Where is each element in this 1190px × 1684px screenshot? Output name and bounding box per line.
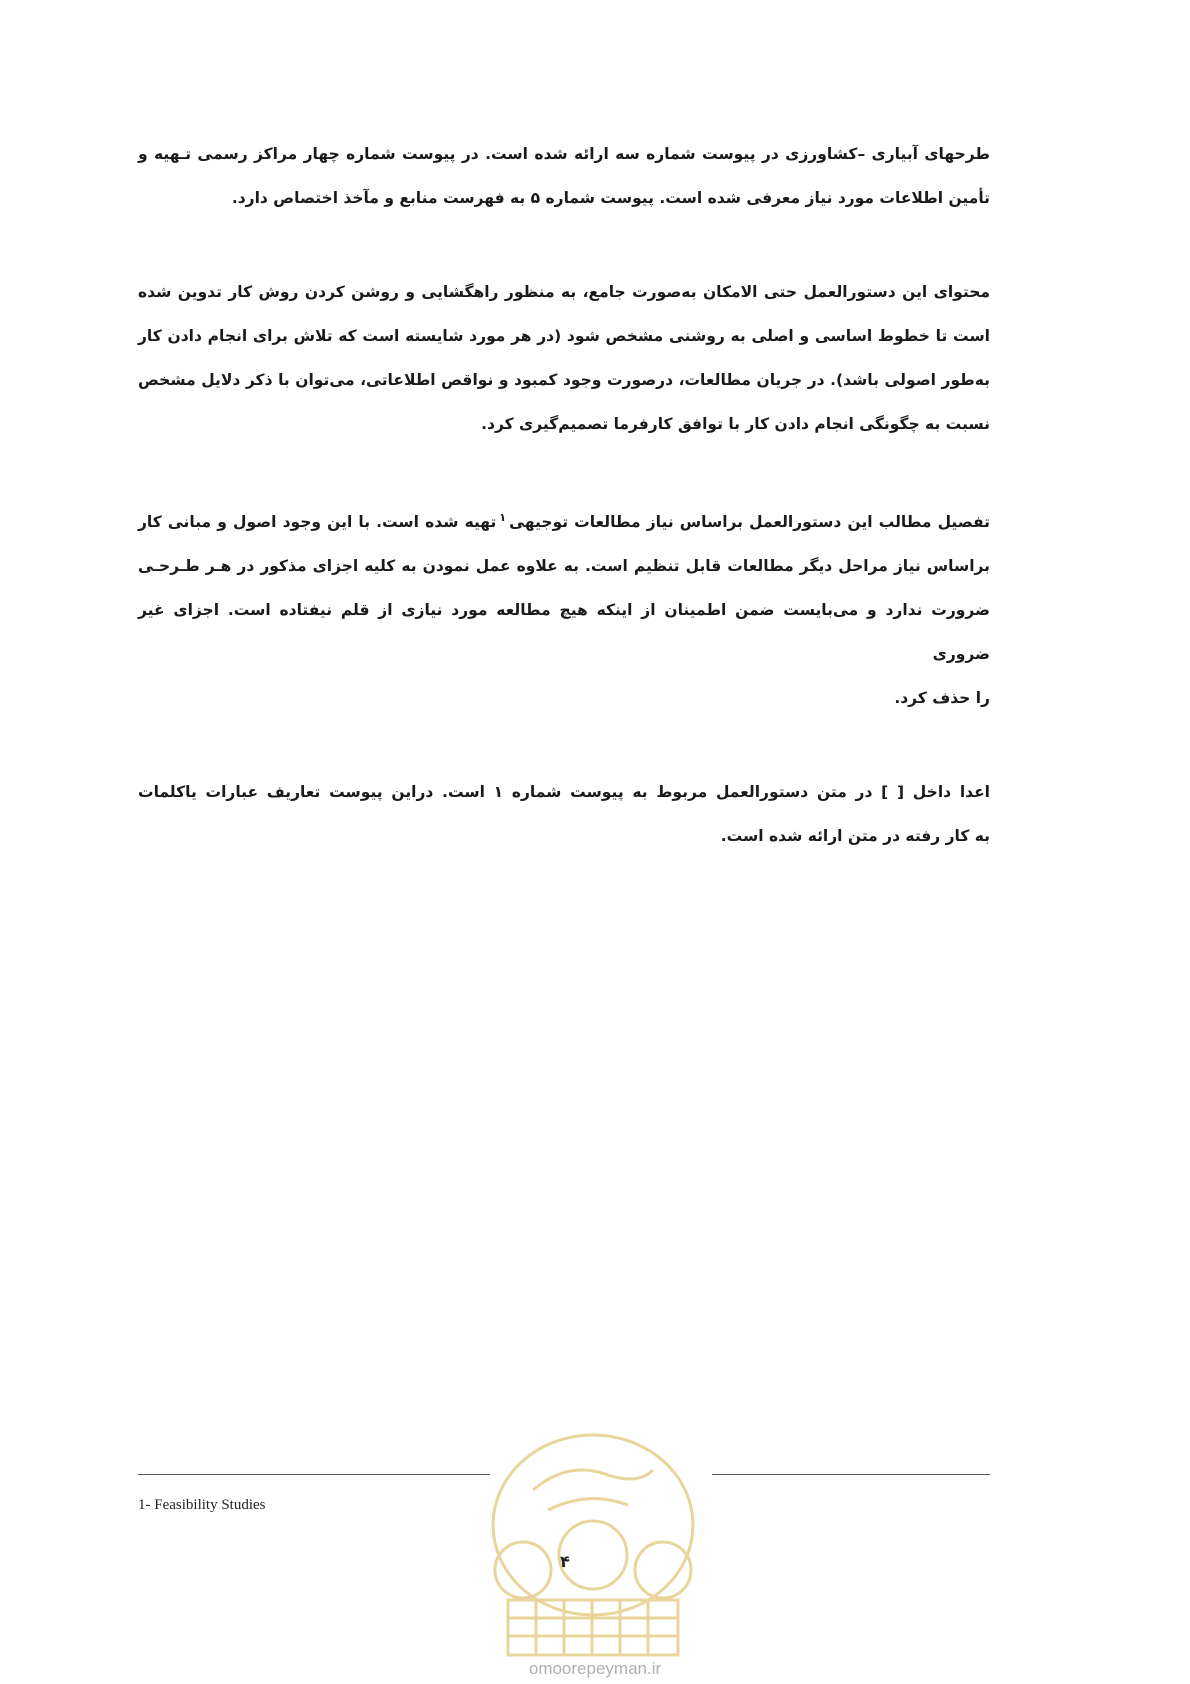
paragraph-content <box>138 270 990 446</box>
paragraph-line <box>138 496 990 544</box>
paragraph-line: نسبت به چگونگی انجام دادن کار با توافق کارفرما تصمیم‌گیری کرد. <box>481 415 990 433</box>
footnote-text: 1- Feasibility Studies <box>138 1497 266 1513</box>
paragraph-line: را حذف کرد. <box>894 689 990 708</box>
paragraph-line: ضرورت ندارد و می‌بایست ضمن اطمینان از اینکه هیچ مطالعه مورد نیازی از قلم نیفتاده است. اجزای غیر ضروری <box>138 601 990 664</box>
paragraph-line: اعدا داخل [ ] در متن دستورالعمل مربوط به پیوست شماره ۱ است. دراین پیوست تعاریف عبارات یاکلمات <box>138 783 990 802</box>
line-text: تفصیل مطالب این دستورالعمل براساس نیاز مطالعات توجیهی <box>509 513 990 532</box>
paragraph-annexes <box>138 132 990 220</box>
watermark-site: omoorepeyman.ir <box>528 1659 662 1678</box>
paragraph-line: به‌طور اصولی باشد). در جریان مطالعات، درصورت وجود کمبود و نواقص اطلاعاتی، می‌توان با ذکر دلایل مشخص <box>138 371 990 389</box>
page-number: ۴ <box>560 1552 570 1571</box>
paragraph-brackets <box>138 770 990 858</box>
paragraph-line: طرحهای آبیاری –کشاورزی در پیوست شماره سه ارائه شده است. در پیوست شماره چهار مراکز رسمی تـهیه و <box>138 145 990 163</box>
paragraph-line: است تا خطوط اساسی و اصلی به روشنی مشخص شود (در هر مورد شایسته است که تلاش برای انجام دادن کار <box>138 327 990 345</box>
document-body <box>138 132 990 908</box>
watermark-logo <box>478 1430 708 1666</box>
line-text: تهیه شده است. با این وجود اصول و مبانی کار <box>138 513 497 532</box>
paragraph-line: محتوای این دستورالعمل حتی الامکان به‌صورت جامع، به منظور راهگشایی و روشن کردن روش کار تدوین شده <box>138 283 990 301</box>
footnote-divider <box>712 1474 990 1475</box>
paragraph-details <box>138 496 990 720</box>
footnote-divider <box>138 1474 490 1475</box>
paragraph-line: تأمین اطلاعات مورد نیاز معرفی شده است. پیوست شماره ۵ به فهرست منابع و مآخذ اختصاص دارد. <box>231 189 990 207</box>
paragraph-line: به کار رفته در متن ارائه شده است. <box>720 827 990 846</box>
footnote-reference: ۱ <box>499 511 507 524</box>
paragraph-line: براساس نیاز مراحل دیگر مطالعات قابل تنظیم است. به علاوه عمل نمودن به کلیه اجزای مذکور در هـر طـرحـی <box>138 557 990 576</box>
